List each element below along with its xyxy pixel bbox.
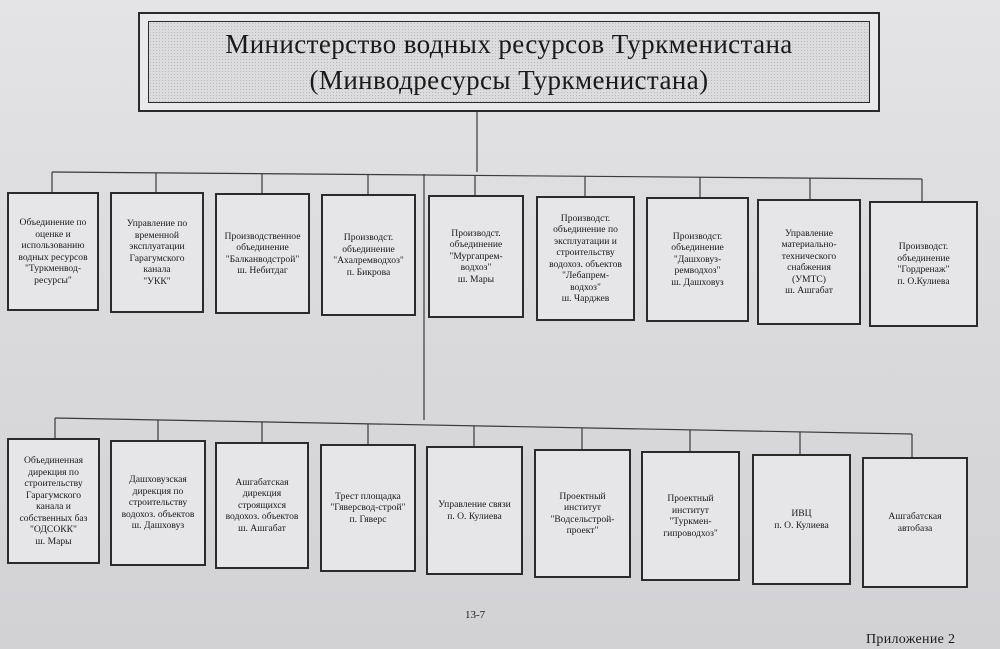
- top-bus-line: [52, 172, 922, 179]
- org-box-ashgabat-directorate: [215, 442, 309, 569]
- org-box-turkmenvodresursy: [7, 192, 99, 311]
- org-box-label: Дашховузская дирекция по строительству водохоз. объектов ш. Дашховуз: [121, 474, 195, 532]
- ministry-title-line1: Министерство водных ресурсов Туркменистана: [225, 29, 793, 59]
- org-box-label: Производст. объединение "Гордренаж" п. О.Кулиева: [897, 241, 950, 287]
- org-box-label: Объединение по оценке и использованию водных ресурсов "Туркменвод- ресурсы": [18, 217, 88, 286]
- org-box-label: Проектный институт "Водсельстрой- проект": [550, 490, 615, 536]
- page-number: 13-7: [465, 609, 486, 621]
- org-box-label: Объединенная дирекция по строительству Гарагумского канала и собственных баз "ОДСОКК" ш. Мары: [19, 455, 88, 547]
- org-box-label: Проектный институт "Туркмен- гипроводхоз": [663, 493, 718, 539]
- org-box-turkmengiprovodkhoz: [641, 451, 740, 581]
- ministry-title-line2: (Минводресурсы Туркменистана): [309, 65, 709, 95]
- org-box-odsokk: [7, 438, 100, 564]
- org-box-label: Производственное объединение "Балканводстрой" ш. Небитдаг: [224, 230, 301, 276]
- org-box-gordrenazh: [869, 201, 978, 327]
- org-box-umts: [757, 199, 861, 325]
- org-box-dashkhovuz-directorate: [110, 440, 206, 566]
- org-box-label: Управление по временной эксплуатации Гарагумского канала "УКК": [126, 218, 188, 287]
- bottom-bus-line: [55, 418, 912, 434]
- org-box-label: Производст. объединение "Ахалремводхоз" п. Бикрова: [333, 232, 404, 278]
- org-box-label: Производст. объединение "Дашховуз- ремводхоз" ш. Дашховуз: [671, 230, 724, 288]
- org-box-label: Трест площадка "Гяверсвод-строй" п. Гяверс: [330, 490, 406, 525]
- org-box-label: Ашгабатская автобаза: [888, 511, 942, 534]
- ministry-title-box: [138, 12, 880, 112]
- org-box-dashkhovuzremvodkhoz: [646, 197, 749, 322]
- org-box-label: Производст. объединение по эксплуатации и строительству водохоз. объектов "Лебапрем- водхоз" ш. Чарджев: [549, 212, 622, 304]
- org-box-balkanvodstroy: [215, 193, 310, 314]
- org-box-label: Ашгабатская дирекция строящихся водохоз. объектов ш. Ашгабат: [225, 476, 299, 534]
- org-box-label: Производст. объединение "Мургапрем- водхоз" ш. Мары: [449, 227, 503, 285]
- org-box-gyaversvodstroy: [320, 444, 416, 572]
- org-box-label: ИВЦ п. О. Кулиева: [774, 508, 829, 531]
- org-box-murgapremvodkhoz: [428, 195, 524, 318]
- org-box-vodselstroyproekt: [534, 449, 631, 578]
- org-box-akhalremvodkhoz: [321, 194, 416, 316]
- org-box-ivts: [752, 454, 851, 585]
- appendix-label: Приложение 2: [866, 632, 956, 647]
- org-box-label: Управление связи п. О. Кулиева: [438, 499, 511, 522]
- org-box-ukk: [110, 192, 204, 313]
- org-box-communications: [426, 446, 523, 575]
- org-box-ashgabat-autobase: [862, 457, 968, 588]
- org-box-lebapremvodkhoz: [536, 196, 635, 321]
- org-box-label: Управление материально- технического снабжения (УМТС) ш. Ашгабат: [781, 227, 837, 296]
